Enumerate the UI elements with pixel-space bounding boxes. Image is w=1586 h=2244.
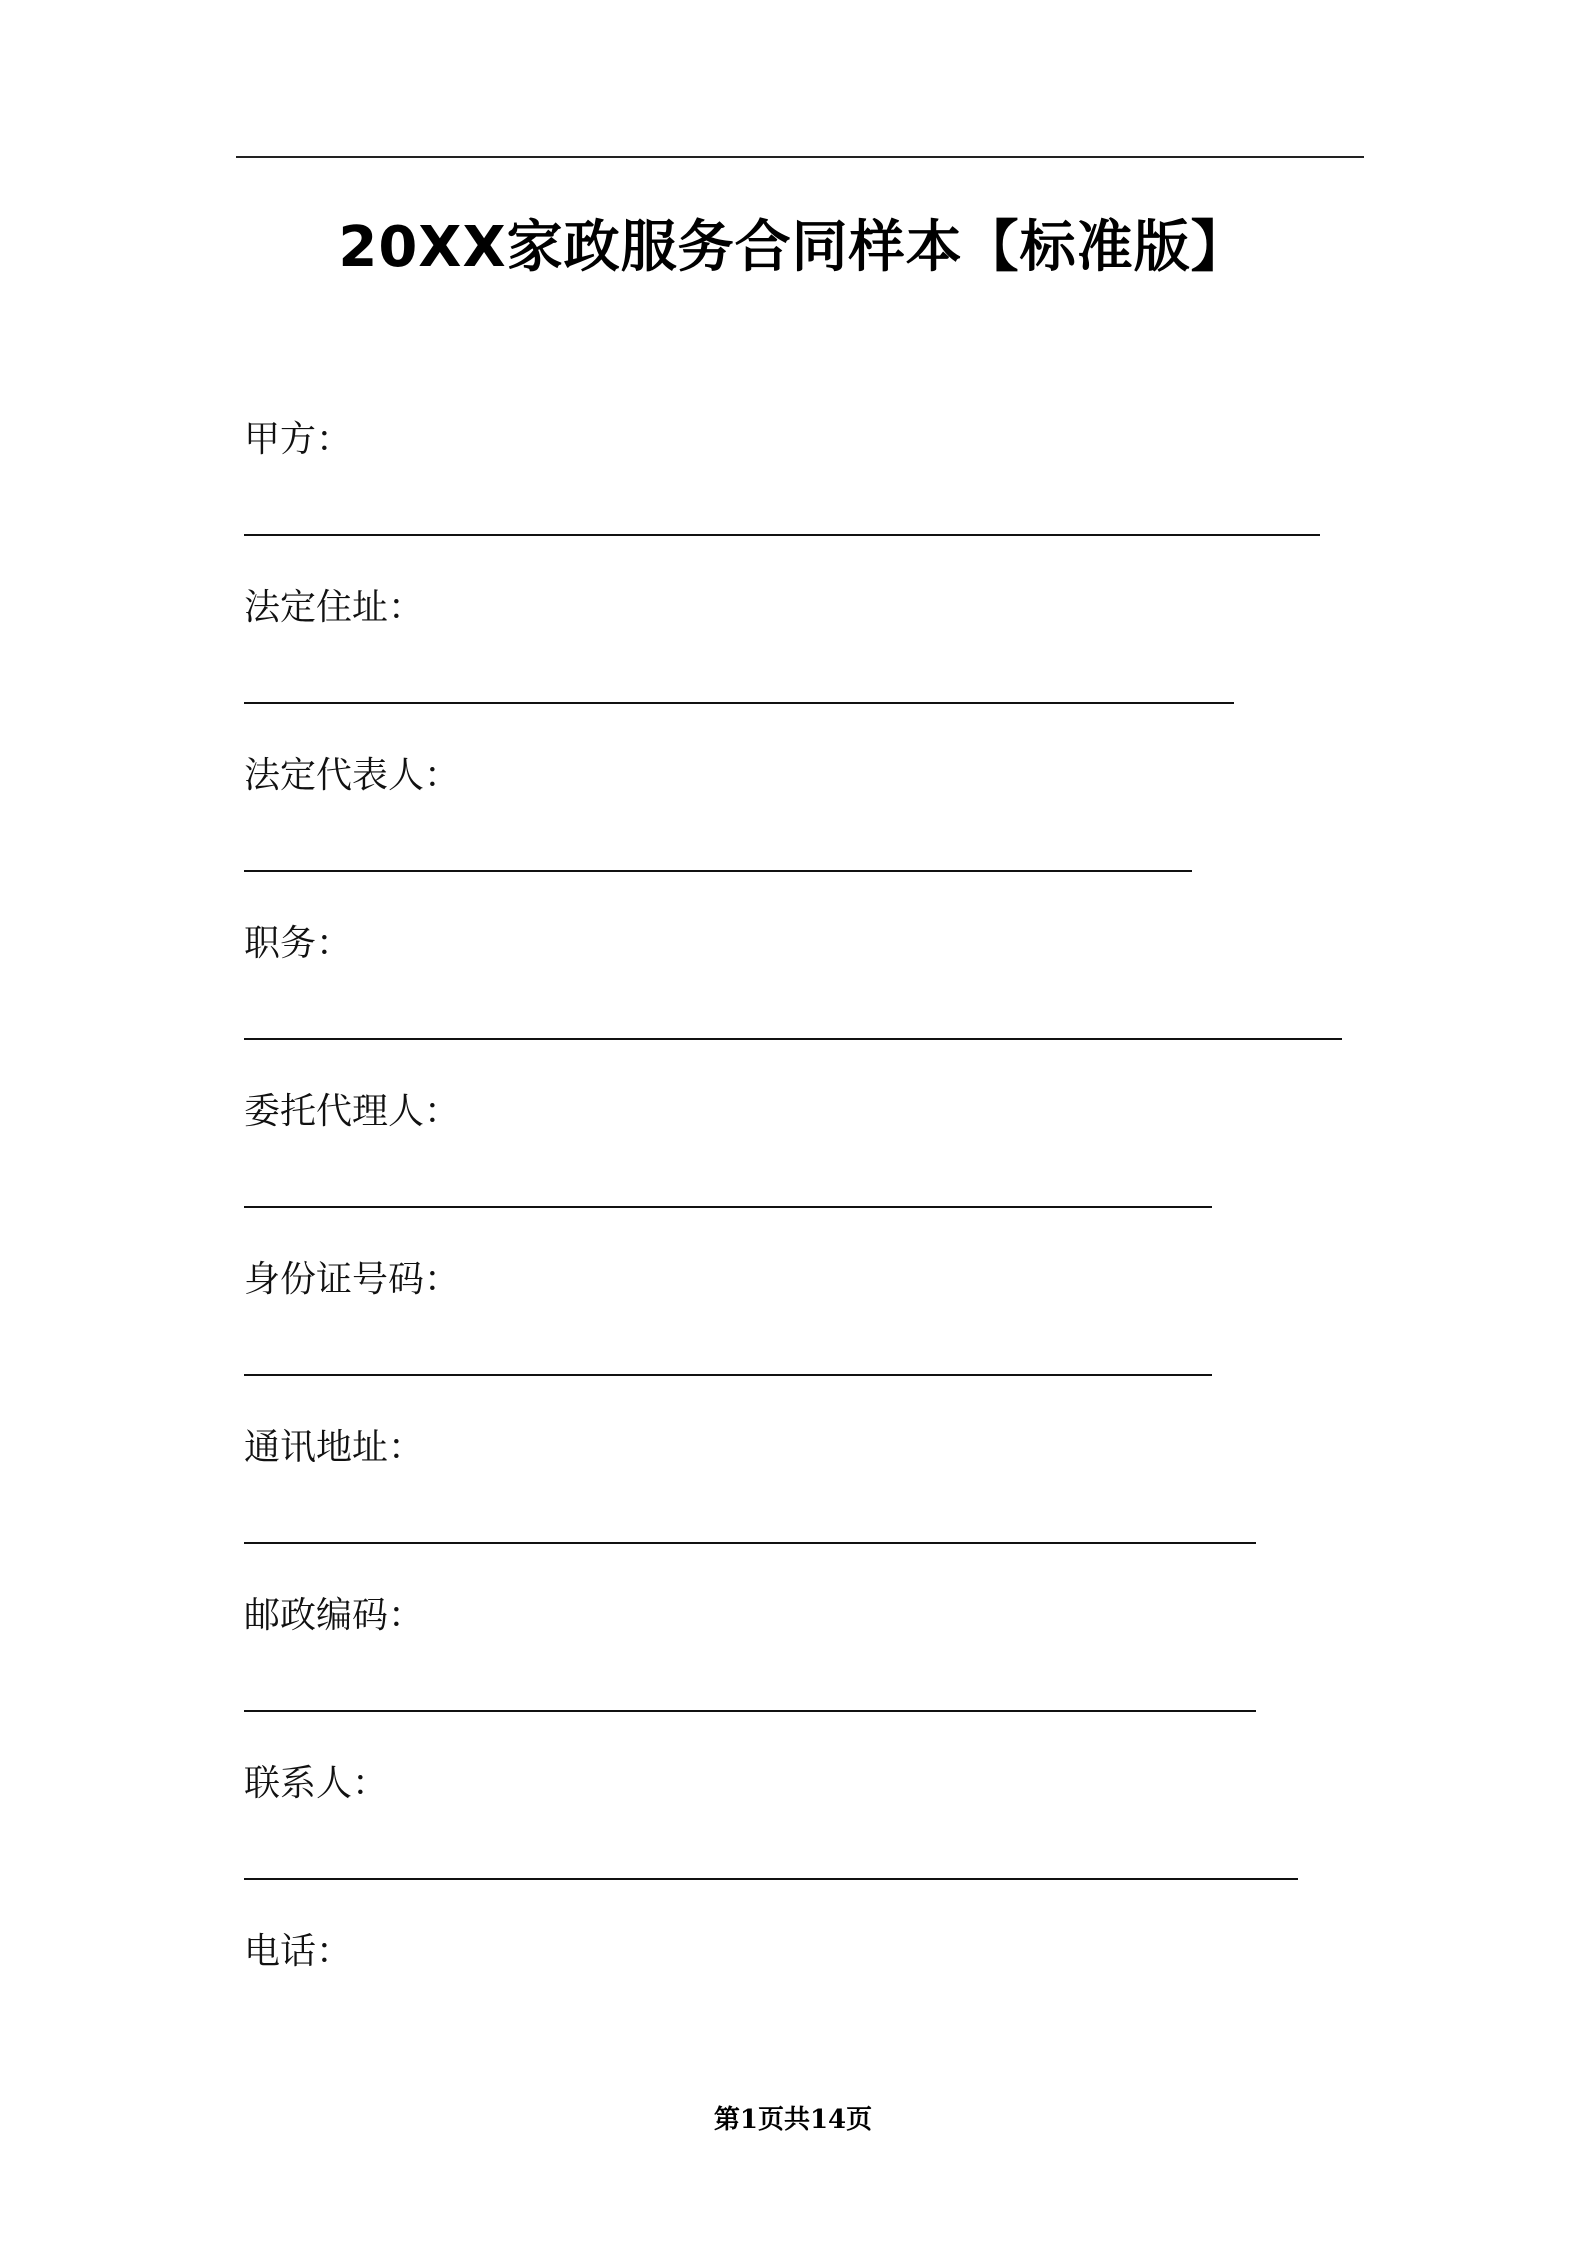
field-label: 职务：	[244, 923, 353, 964]
field-label: 身份证号码：	[244, 1259, 461, 1300]
field-label: 邮政编码：	[244, 1595, 425, 1636]
field-label: 联系人：	[244, 1763, 389, 1804]
fill-in-line[interactable]	[244, 534, 1320, 536]
field-label: 法定住址：	[244, 587, 425, 628]
field-label: 通讯地址：	[244, 1427, 425, 1468]
fill-in-line[interactable]	[244, 870, 1192, 872]
fill-in-line[interactable]	[244, 1038, 1342, 1040]
field-label: 电话：	[244, 1931, 353, 1972]
fill-in-line[interactable]	[244, 1878, 1298, 1880]
fill-in-line[interactable]	[244, 1206, 1212, 1208]
fill-in-line[interactable]	[244, 1374, 1212, 1376]
header-rule	[236, 156, 1364, 158]
fill-in-line[interactable]	[244, 1542, 1256, 1544]
document-title: 20XX家政服务合同样本【标准版】	[338, 215, 1248, 280]
field-label: 委托代理人：	[244, 1091, 461, 1132]
page-number-footer: 第1页共14页	[713, 2105, 873, 2135]
field-label: 法定代表人：	[244, 755, 461, 796]
field-label: 甲方：	[244, 419, 353, 460]
fill-in-line[interactable]	[244, 702, 1234, 704]
fill-in-line[interactable]	[244, 1710, 1256, 1712]
